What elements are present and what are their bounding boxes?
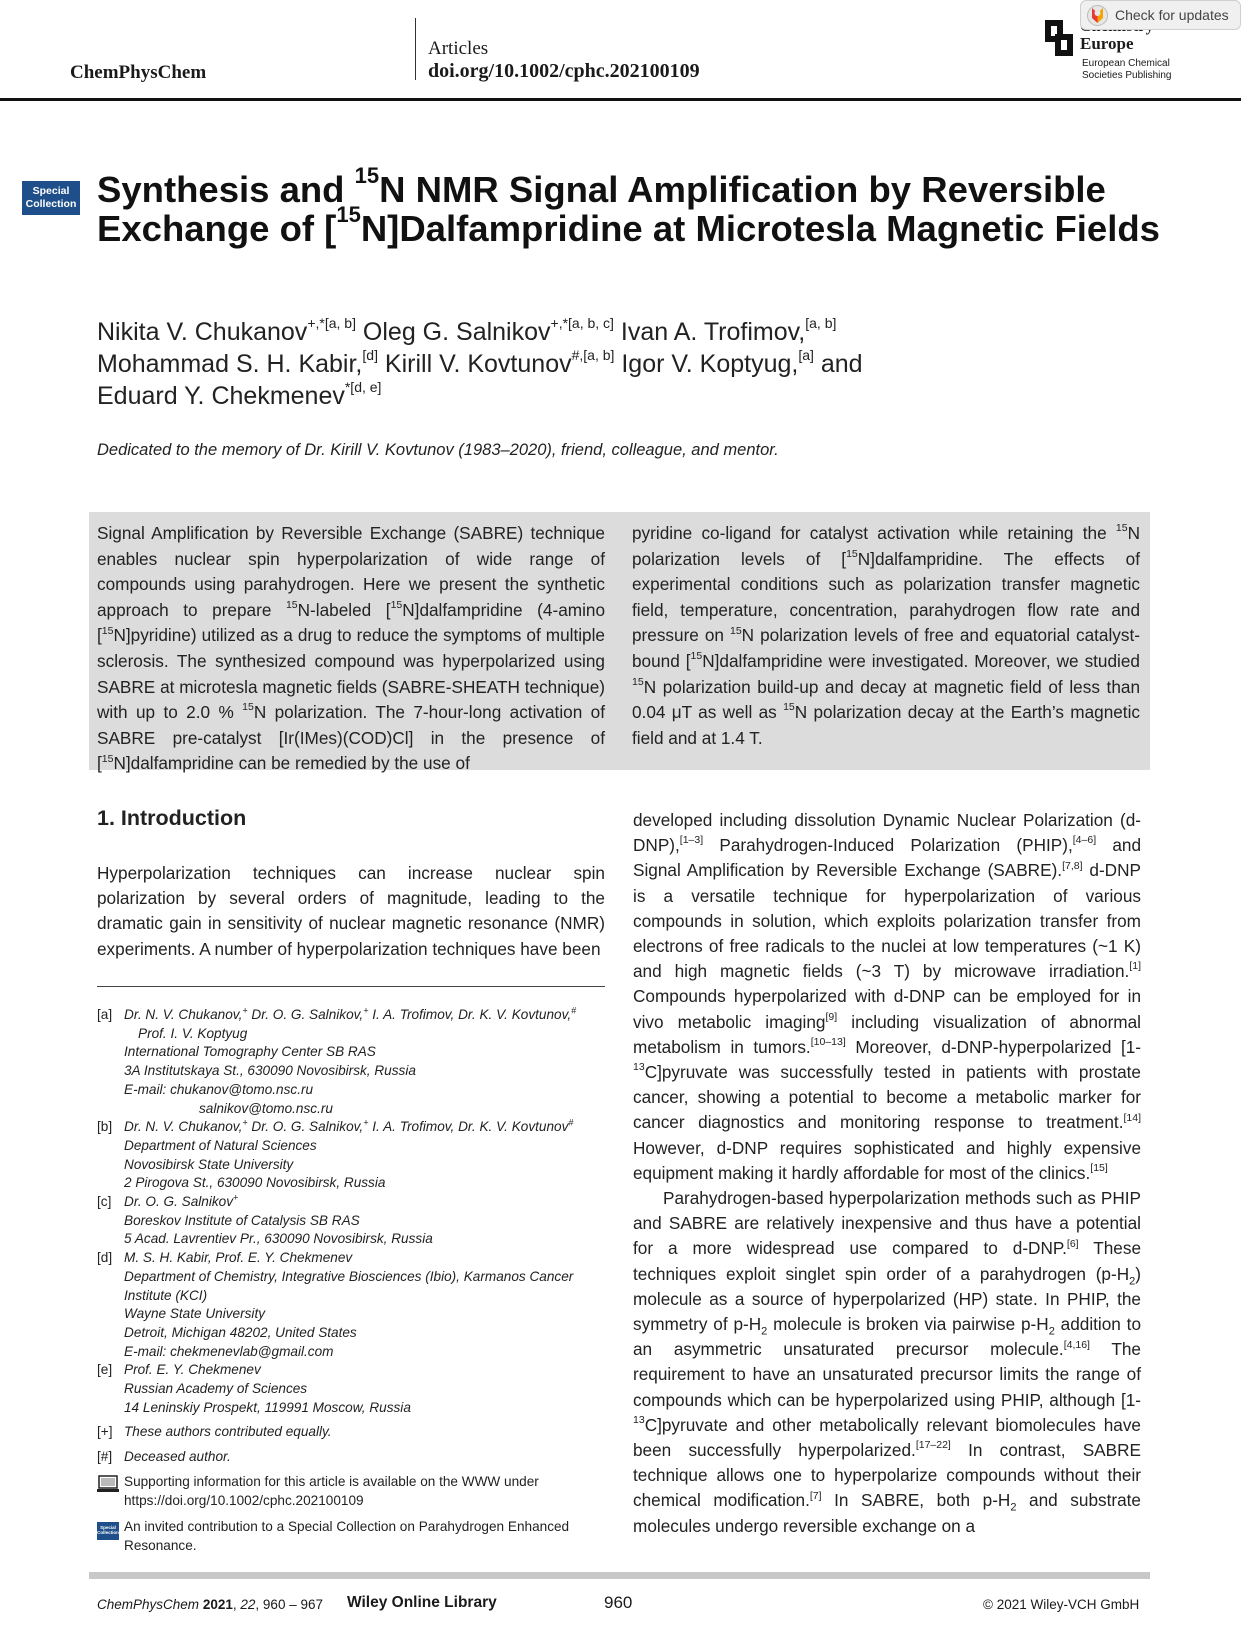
author-name[interactable]: Oleg G. Salnikov: [362, 318, 551, 346]
author-affil: +,*[a, b, c]: [550, 314, 614, 331]
doi-link[interactable]: doi.org/10.1002/cphc.202100109: [428, 60, 700, 82]
citation-ref[interactable]: [17–22]: [915, 1439, 951, 1452]
body-text: and substrate molecules undergo reversible exchange on a: [633, 1490, 1141, 1536]
affiliation-tag: [d]: [97, 1250, 113, 1266]
fn-text: Prof. E. Y. Chekmenev: [124, 1362, 261, 1378]
isotope-sup: 15: [783, 701, 795, 714]
abstract-left-column: [97, 521, 605, 777]
isotope-sup: 15: [1115, 522, 1128, 535]
body-text: d-DNP is a versatile technique for hyperpolarization of various compounds in solution, which exploits polarization transfer from electrons of free radicals to the nuclei at low temperatures (~1 K) and high magnetic fields (~3 T) by microwave irradiation.: [633, 860, 1141, 982]
header-divider: [415, 18, 416, 80]
author-affil: [d]: [362, 346, 378, 363]
dedication: Dedicated to the memory of Dr. Kirill V. Kovtunov (1983–2020), friend, colleague, and mentor.: [97, 441, 779, 459]
body-text: molecule is broken via pairwise p-H: [767, 1314, 1049, 1335]
subscript: 2: [1048, 1325, 1055, 1338]
intro-paragraph: [633, 1186, 1141, 1539]
affiliation-tag: [b]: [97, 1119, 113, 1135]
citation-ref[interactable]: [7,8]: [1062, 859, 1083, 872]
subscript: 2: [1010, 1501, 1017, 1514]
affiliation-tag: [a]: [97, 1007, 113, 1022]
abstract-text: N polarization levels of free and equatorial catalyst-bound [: [632, 625, 1140, 671]
fn-department: Department of Chemistry, Integrative Biosciences (Ibio), Karmanos Cancer: [124, 1268, 574, 1284]
subscript: 2: [1129, 1275, 1136, 1288]
fn-institution: International Tomography Center SB RAS: [124, 1044, 376, 1060]
special-collection-note: [97, 1518, 609, 1555]
fn-text: Dr. N. V. Chukanov,: [124, 1007, 243, 1022]
author-affil: *[d, e]: [344, 378, 382, 395]
fn-department: Institute (KCI): [124, 1287, 208, 1303]
abstract-text: N]pyridine) utilized as a drug to reduce the symptoms of multiple sclerosis. The synthesized compound was hyperpolarized using SABRE at microtesla magnetic fields (SABRE-SHEATH technique) with up to 2.0 %: [97, 625, 605, 723]
computer-icon: [97, 1475, 119, 1493]
abstract-text: N]dalfampridine. The effects of experimental conditions such as polarization transfer magnetic field, temperature, concentration, parahydrogen flow rate and pressure on: [632, 548, 1140, 646]
author-affil: [a]: [798, 346, 814, 363]
footer-pages: 960 – 967: [262, 1597, 323, 1612]
fn-sup: +: [242, 1117, 248, 1128]
body-text: C]pyruvate was successfully tested in patients with prostate cancer, showing a potential to become a metabolic marker for cancer diagnostics and monitoring response to treatment.: [633, 1062, 1141, 1133]
journal-name: ChemPhysChem: [70, 62, 207, 83]
affiliation-e: [97, 1361, 609, 1417]
fn-text: Deceased author.: [124, 1449, 231, 1465]
fn-text: Dr. O. G. Salnikov,: [247, 1007, 364, 1022]
publisher-subtitle-2: Societies Publishing: [1082, 70, 1172, 81]
title-part: N]Dalfampridine at Microtesla Magnetic Fields: [360, 208, 1160, 249]
footnote-tag: [#]: [97, 1449, 113, 1465]
footer-journal: ChemPhysChem: [97, 1597, 200, 1612]
fn-institution: Wayne State University: [124, 1306, 266, 1322]
isotope-sup: 15: [285, 599, 298, 612]
footer-volume: 22: [240, 1597, 256, 1612]
affiliation-a: [97, 1006, 609, 1118]
fn-sup: #: [568, 1117, 574, 1128]
author-sep: [614, 318, 621, 346]
author-name[interactable]: Ivan A. Trofimov,: [620, 318, 806, 346]
abstract-text: N]dalfampridine can be remedied by the use of: [113, 753, 470, 774]
citation-ref[interactable]: [7]: [809, 1489, 822, 1502]
footnote-rule: [97, 986, 605, 987]
body-text: Parahydrogen-Induced Polarization (PHIP),: [703, 835, 1073, 856]
page-number: 960: [604, 1593, 633, 1612]
abstract-text: N polarization build-up and decay at magnetic field of less than 0.04 μT as well as: [632, 676, 1140, 723]
isotope-sup: 15: [101, 752, 114, 765]
check-for-updates-label: Check for updates: [1115, 7, 1229, 23]
badge-line1: Special: [100, 1525, 116, 1531]
citation-ref[interactable]: [6]: [1066, 1237, 1079, 1250]
citation-ref[interactable]: [1–3]: [679, 834, 704, 847]
isotope-sup: 15: [632, 675, 644, 688]
fn-institution: Novosibirsk State University: [124, 1156, 294, 1172]
fn-address: 3A Institutskaya St., 630090 Novosibirsk, Russia: [124, 1063, 416, 1079]
citation-ref[interactable]: [4,16]: [1063, 1338, 1090, 1351]
article-title: [97, 162, 1177, 249]
abstract-text: N]dalfampridine (4-amino [: [97, 599, 606, 646]
footer-year: 2021: [202, 1597, 233, 1612]
abstract-text: N-labeled [: [297, 599, 391, 620]
fn-text: Dr. O. G. Salnikov,: [247, 1119, 364, 1135]
fn-text: Dr. O. G. Salnikov: [124, 1194, 234, 1210]
citation-ref[interactable]: [9]: [825, 1010, 838, 1023]
fn-sup: +: [363, 1117, 369, 1128]
left-column: [97, 861, 605, 962]
fn-text: Prof. I. V. Koptyug: [138, 1025, 248, 1041]
author-affil: [a, b]: [805, 314, 837, 331]
fn-text: M. S. H. Kabir, Prof. E. Y. Chekmenev: [124, 1250, 353, 1266]
abstract-text: pyridine co-ligand for catalyst activation while retaining the: [632, 523, 1116, 543]
badge-line2: Collection: [97, 1530, 119, 1536]
fn-institution: Russian Academy of Sciences: [124, 1381, 308, 1397]
isotope-sup: 15: [101, 624, 114, 637]
fn-address: 2 Pirogova St., 630090 Novosibirsk, Russia: [124, 1175, 386, 1191]
title-part: Synthesis and: [97, 169, 355, 210]
abstract-text: N]dalfampridine were investigated. Moreover, we studied: [702, 650, 1140, 671]
author-name[interactable]: Mohammad S. H. Kabir,: [97, 350, 363, 378]
body-text: addition to an asymmetric unsaturated precursor molecule.: [633, 1314, 1142, 1360]
author-list: [97, 316, 1097, 412]
fn-sup: +: [242, 1005, 248, 1016]
body-text: In contrast, SABRE technique allows one to hyperpolarize compounds without their chemical modification.: [633, 1440, 1141, 1511]
title-part: N NMR Signal Amplification by Reversible Exchange of [: [97, 169, 1106, 249]
fn-address: 14 Leninskiy Prospekt, 119991 Moscow, Russia: [124, 1399, 411, 1415]
isotope-sup: 15: [729, 624, 742, 637]
citation-ref[interactable]: [4–6]: [1072, 834, 1097, 847]
check-for-updates-button[interactable]: [1080, 0, 1241, 30]
publisher-name-line2: Europe: [1080, 34, 1134, 53]
title-sup: 15: [336, 201, 361, 227]
affiliation-b: [97, 1118, 609, 1193]
affiliation-c: [97, 1193, 609, 1249]
author-sep: [378, 350, 385, 378]
body-text: The requirement to have an unsaturated precursor limits the range of compounds which can be hyperpolarized using PHIP, although [1-: [633, 1339, 1141, 1410]
footnote-equal-contribution: [97, 1423, 609, 1442]
special-collection-badge: [22, 181, 80, 215]
body-text: Compounds hyperpolarized with d-DNP can be employed for in vivo metabolic imaging: [633, 986, 1141, 1032]
footer-citation: ChemPhysChem 2021, 22, 960 – 967: [97, 1597, 323, 1612]
fn-text: These authors contributed equally.: [124, 1424, 332, 1440]
abstract-text: Signal Amplification by Reversible Exchange (SABRE) technique enables nuclear spin hyperpolarization of wide range of compounds using parahydrogen. Here we present the synthetic approach to prepare: [97, 523, 605, 620]
author-sep: and: [813, 350, 863, 378]
badge-line2: Collection: [25, 198, 77, 210]
chemistry-europe-logo-icon: [1045, 20, 1073, 56]
fn-address: Detroit, Michigan 48202, United States: [124, 1324, 357, 1340]
fn-text: I. A. Trofimov, Dr. K. V. Kovtunov,: [368, 1007, 572, 1022]
special-collection-small-badge: [97, 1522, 119, 1540]
body-text: developed including dissolution Dynamic Nuclear Polarization (d-DNP),: [633, 810, 1141, 856]
citation-ref[interactable]: [10–13]: [810, 1036, 846, 1049]
fn-text: Dr. N. V. Chukanov,: [124, 1119, 243, 1135]
title-sup: 15: [354, 162, 380, 188]
fn-sup: #: [571, 1005, 577, 1016]
section-label: Articles: [428, 38, 489, 59]
abstract-right-column: [632, 521, 1140, 751]
citation-ref[interactable]: [15]: [1090, 1162, 1108, 1175]
author-affil: #,[a, b]: [571, 346, 615, 363]
footer-rule: [89, 1572, 1150, 1579]
body-text: These techniques exploit singlet spin order of a parahydrogen (p-H: [633, 1238, 1141, 1284]
body-text: C]pyruvate and other metabolically relevant biomolecules have been successfully hyperpolarized.: [633, 1414, 1141, 1461]
abstract-text: N polarization. The 7-hour-long activation of SABRE pre-catalyst [Ir(IMes)(COD)Cl] in the presence of [: [97, 702, 605, 774]
author-name[interactable]: Igor V. Koptyug,: [621, 350, 799, 378]
subscript: 2: [761, 1325, 768, 1338]
author-affil: +,*[a, b]: [307, 314, 356, 331]
body-text: ) molecule as a source of hyperpolarized (HP) state. In PHIP, the symmetry of p-H: [633, 1263, 1141, 1335]
fn-department: Department of Natural Sciences: [124, 1137, 317, 1153]
publisher-subtitle-1: European Chemical: [1082, 58, 1170, 69]
crossmark-icon: [1087, 5, 1108, 26]
isotope-sup: 15: [242, 701, 254, 714]
citation-ref[interactable]: [14]: [1123, 1111, 1141, 1124]
author-name[interactable]: Kirill V. Kovtunov: [384, 350, 572, 378]
fn-email[interactable]: salnikov@tomo.nsc.ru: [199, 1100, 333, 1116]
section-heading-introduction: 1. Introduction: [97, 806, 247, 830]
isotope-sup: 13: [633, 1061, 645, 1074]
abstract-text: N polarization decay at the Earth’s magnetic field and at 1.4 T.: [632, 702, 1140, 748]
author-sep: [356, 318, 363, 346]
fn-text: I. A. Trofimov, Dr. K. V. Kovtunov: [368, 1119, 569, 1135]
abstract-box: [89, 512, 1150, 774]
isotope-sup: 13: [633, 1414, 645, 1427]
fn-email[interactable]: E-mail: chukanov@tomo.nsc.ru: [124, 1081, 314, 1097]
affiliation-d: [97, 1249, 609, 1361]
fn-sup: +: [363, 1005, 369, 1016]
fn-sup: +: [233, 1192, 239, 1203]
supporting-information-note: [97, 1473, 609, 1510]
body-text: including visualization of abnormal metabolism in tumors.: [633, 1011, 1141, 1057]
isotope-sup: 15: [390, 599, 403, 612]
author-name[interactable]: Eduard Y. Chekmenev: [97, 382, 345, 410]
isotope-sup: 15: [846, 547, 858, 560]
special-collection-text: An invited contribution to a Special Collection on Parahydrogen Enhanced Resonance.: [124, 1519, 570, 1553]
intro-paragraph: Hyperpolarization techniques can increase nuclear spin polarization by several orders of magnitude, leading to the dramatic gain in sensitivity of nuclear magnetic resonance (NMR) experiments. A number of hyperpolarization techniques have been: [97, 863, 605, 959]
fn-institution: Boreskov Institute of Catalysis SB RAS: [124, 1212, 360, 1228]
footnote-tag: [+]: [97, 1424, 113, 1440]
fn-address: 5 Acad. Lavrentiev Pr., 630090 Novosibirsk, Russia: [124, 1231, 433, 1247]
affiliation-tag: [e]: [97, 1362, 113, 1378]
body-text: However, d-DNP requires sophisticated and highly expensive equipment making it hardly affordable for most of the clinics.: [633, 1137, 1141, 1183]
footnote-deceased: [97, 1448, 609, 1467]
intro-paragraph: [633, 808, 1141, 1186]
copyright: © 2021 Wiley-VCH GmbH: [983, 1597, 1140, 1612]
right-column: [633, 808, 1141, 1539]
fn-email[interactable]: E-mail: chekmenevlab@gmail.com: [124, 1343, 334, 1359]
badge-line1: Special: [32, 185, 70, 197]
isotope-sup: 15: [690, 650, 703, 663]
affiliation-footnotes: [97, 1006, 609, 1556]
body-text: Moreover, d-DNP-hyperpolarized [1-: [845, 1036, 1142, 1057]
abstract-text: N polarization levels of [: [632, 523, 1140, 569]
author-name[interactable]: Nikita V. Chukanov: [97, 318, 308, 346]
body-text: and Signal Amplification by Reversible Exchange (SABRE).: [633, 835, 1141, 881]
wiley-online-library-link[interactable]: Wiley Online Library: [347, 1594, 497, 1611]
affiliation-tag: [c]: [97, 1194, 112, 1210]
citation-ref[interactable]: [1]: [1129, 960, 1141, 973]
body-text: In SABRE, both p-H: [821, 1490, 1011, 1511]
header-rule: [0, 98, 1241, 101]
body-text: Parahydrogen-based hyperpolarization methods such as PHIP and SABRE are relatively inexpensive and thus have a potential for a more widespread use compared to d-DNP.: [633, 1188, 1141, 1259]
supporting-info-text[interactable]: Supporting information for this article is available on the WWW under https://doi.org/10.1002/cphc.202100109: [124, 1473, 539, 1508]
